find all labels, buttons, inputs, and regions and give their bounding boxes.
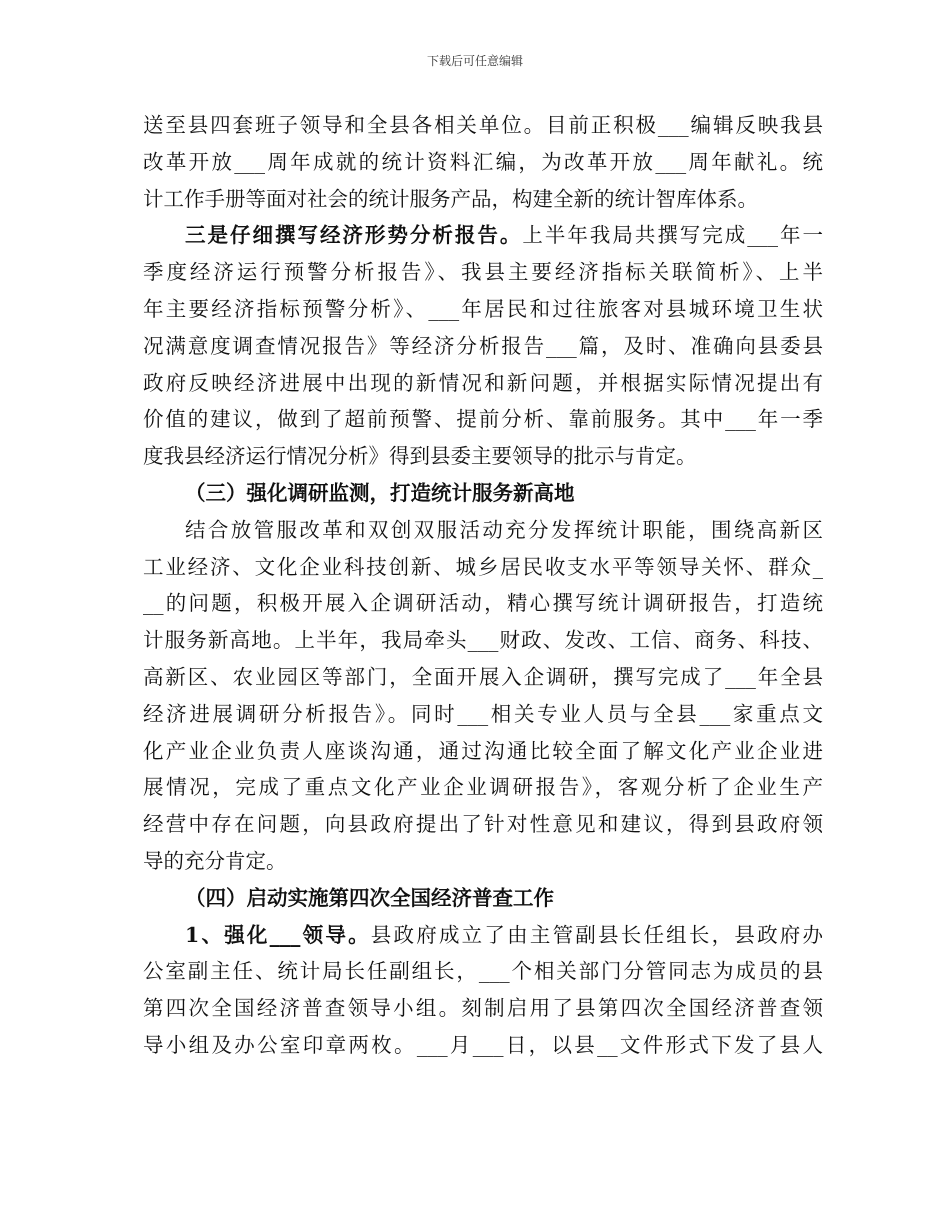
text-line: 年主要经济指标预警分析》、___年居民和过往旅客对县城环境卫生状 — [143, 296, 823, 321]
text-line: 公室副主任、统计局长任副组长，___个相关部门分管同志为成员的县 — [143, 959, 823, 984]
bold-lead: 三是仔细撰写经济形势分析报告。 — [185, 223, 523, 248]
text-line: 季度经济运行预警分析报告》、我县主要经济指标关联简析》、上半 — [143, 260, 823, 285]
text-line: 经营中存在问题，向县政府提出了针对性意见和建议，得到县政府领 — [143, 812, 823, 837]
bold-lead: 1、强化___领导。 — [185, 922, 371, 947]
document-body — [143, 107, 823, 1064]
text-line: 导小组及办公室印章两枚。___月___日，以县__文件形式下发了县人 — [143, 1032, 823, 1057]
text-line: 政府反映经济进展中出现的新情况和新问题，并根据实际情况提出有 — [143, 370, 823, 395]
paragraph-lead-line — [143, 917, 823, 954]
page-header: 下载后可任意编辑 — [426, 54, 523, 68]
text-line: 度我县经济运行情况分析》得到县委主要领导的批示与肯定。 — [143, 444, 697, 469]
text-line: 导的充分肯定。 — [143, 848, 287, 873]
text-line: 结合放管服改革和双创双服活动充分发挥统计职能，围绕高新区 — [185, 517, 823, 542]
text-line: 经济进展调研分析报告》。同时___相关专业人员与全县___家重点文 — [143, 701, 823, 726]
section-heading: （四）启动实施第四次全国经济普查工作 — [185, 885, 554, 910]
text-line: 第四次全国经济普查领导小组。刻制启用了县第四次全国经济普查领 — [143, 996, 823, 1021]
text-line: 展情况，完成了重点文化产业企业调研报告》，客观分析了企业生产 — [143, 775, 823, 800]
text-line: 计工作手册等面对社会的统计服务产品，构建全新的统计智库体系。 — [143, 186, 758, 211]
lead-rest: 上半年我局共撰写完成___年一 — [522, 223, 824, 248]
paragraph-lead-line — [143, 217, 823, 254]
text-line: __的问题，积极开展入企调研活动，精心撰写统计调研报告，打造统 — [143, 591, 823, 616]
text-line: 况满意度调查情况报告》等经济分析报告___篇，及时、准确向县委县 — [143, 333, 823, 358]
text-line: 送至县四套班子领导和全县各相关单位。目前正积极___编辑反映我县 — [143, 113, 823, 137]
text-line: 工业经济、文化企业科技创新、城乡居民收支水平等领导关怀、群众_ — [143, 554, 823, 579]
text-line: 价值的建议，做到了超前预警、提前分析、靠前服务。其中___年一季 — [143, 407, 823, 432]
text-line: 计服务新高地。上半年，我局牵头___财政、发改、工信、商务、科技、 — [143, 628, 823, 653]
text-line: 高新区、农业园区等部门，全面开展入企调研，撰写完成了___年全县 — [143, 664, 823, 689]
section-heading: （三）强化调研监测，打造统计服务新高地 — [185, 480, 575, 505]
text-line: 化产业企业负责人座谈沟通，通过沟通比较全面了解文化产业企业进 — [143, 738, 823, 763]
text-line: 改革开放___周年成就的统计资料汇编，为改革开放___周年献礼。统 — [143, 149, 823, 174]
lead-rest: 县政府成立了由主管副县长任组长，县政府办 — [370, 922, 824, 947]
